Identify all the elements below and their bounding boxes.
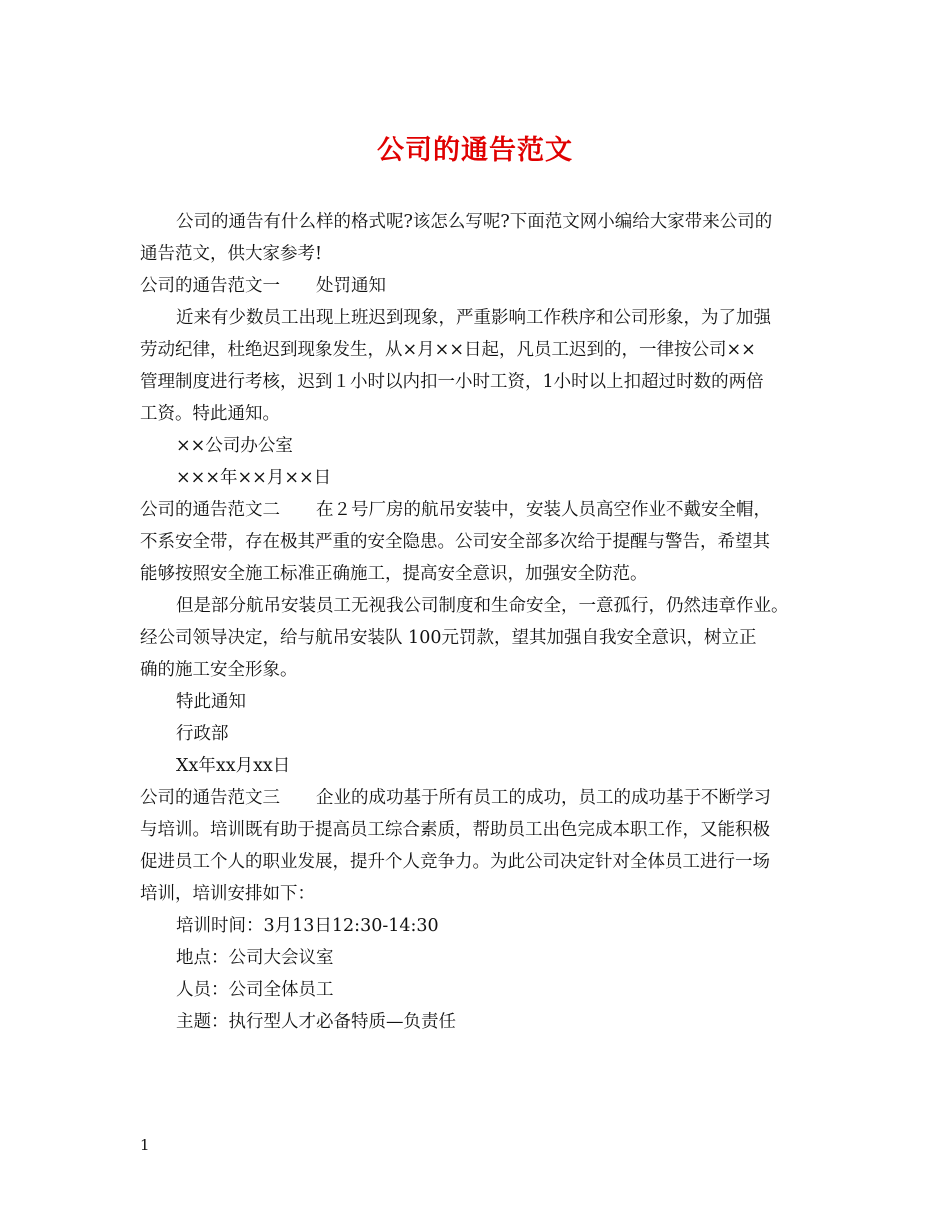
section-2-paragraph2-line-1: 但是部分航吊安装员工无视我公司制度和生命安全，一意孤行，仍然违章作业。	[176, 596, 789, 616]
section-2-paragraph2-line-2: 经公司领导决定，给与航吊安装队 100元罚款，望其加强自我安全意识，树立正	[140, 628, 757, 648]
section-2-notice: 特此通知	[176, 692, 246, 712]
section-2-paragraph2-line-3: 确的施工安全形象。	[140, 660, 298, 680]
section-2-heading	[140, 494, 830, 526]
document-title: 公司的通告范文	[377, 135, 573, 166]
section-2-paragraph-line-1: 在２号厂房的航吊安装中，安装人员高空作业不戴安全帽，	[316, 500, 771, 520]
section-1-paragraph-line-3: 管理制度进行考核，迟到１小时以内扣一小时工资，1小时以上扣超过时数的两倍	[140, 372, 764, 392]
training-attendees: 人员：公司全体员工	[176, 980, 334, 1000]
section-2-signature: 行政部	[176, 724, 229, 744]
section-1-signature: ××公司办公室	[176, 436, 293, 456]
section-2-paragraph-line-2: 不系安全带，存在极其严重的安全隐患。公司安全部多次给于提醒与警告，希望其	[140, 532, 770, 552]
intro-paragraph-line-2: 通告范文，供大家参考!	[140, 244, 323, 264]
section-2-title: 公司的通告范文二	[140, 500, 280, 520]
training-location: 地点：公司大会议室	[176, 948, 334, 968]
section-1-paragraph-line-4: 工资。特此通知。	[140, 404, 280, 424]
training-time: 培训时间：3月13日12:30-14:30	[176, 916, 439, 936]
section-1-paragraph-line-1: 近来有少数员工出现上班迟到现象，严重影响工作秩序和公司形象，为了加强	[176, 308, 771, 328]
intro-paragraph-line-1: 公司的通告有什么样的格式呢?该怎么写呢?下面范文网小编给大家带来公司的	[176, 212, 773, 232]
section-3-paragraph-line-3: 促进员工个人的职业发展，提升个人竞争力。为此公司决定针对全体员工进行一场	[140, 852, 770, 872]
section-2-paragraph-line-3: 能够按照安全施工标准正确施工，提高安全意识，加强安全防范。	[140, 564, 648, 584]
section-1-subtitle: 处罚通知	[316, 276, 386, 296]
page-number: 1	[140, 1136, 150, 1154]
section-3-heading	[140, 782, 830, 814]
section-1-date: ×××年××月××日	[176, 468, 332, 488]
section-3-paragraph-line-4: 培训，培训安排如下：	[140, 884, 315, 904]
section-1-title: 公司的通告范文一	[140, 276, 280, 296]
section-1-paragraph-line-2: 劳动纪律，杜绝迟到现象发生，从×月××日起，凡员工迟到的，一律按公司××	[140, 340, 756, 360]
section-3-paragraph-line-2: 与培训。培训既有助于提高员工综合素质，帮助员工出色完成本职工作，又能积极	[140, 820, 770, 840]
section-1-heading	[140, 270, 830, 302]
section-3-paragraph-line-1: 企业的成功基于所有员工的成功，员工的成功基于不断学习	[316, 788, 771, 808]
training-topic: 主题：执行型人才必备特质—负责任	[176, 1012, 456, 1032]
section-3-title: 公司的通告范文三	[140, 788, 280, 808]
section-2-date: Xx年xx月xx日	[176, 756, 291, 776]
document-body	[140, 206, 830, 1038]
